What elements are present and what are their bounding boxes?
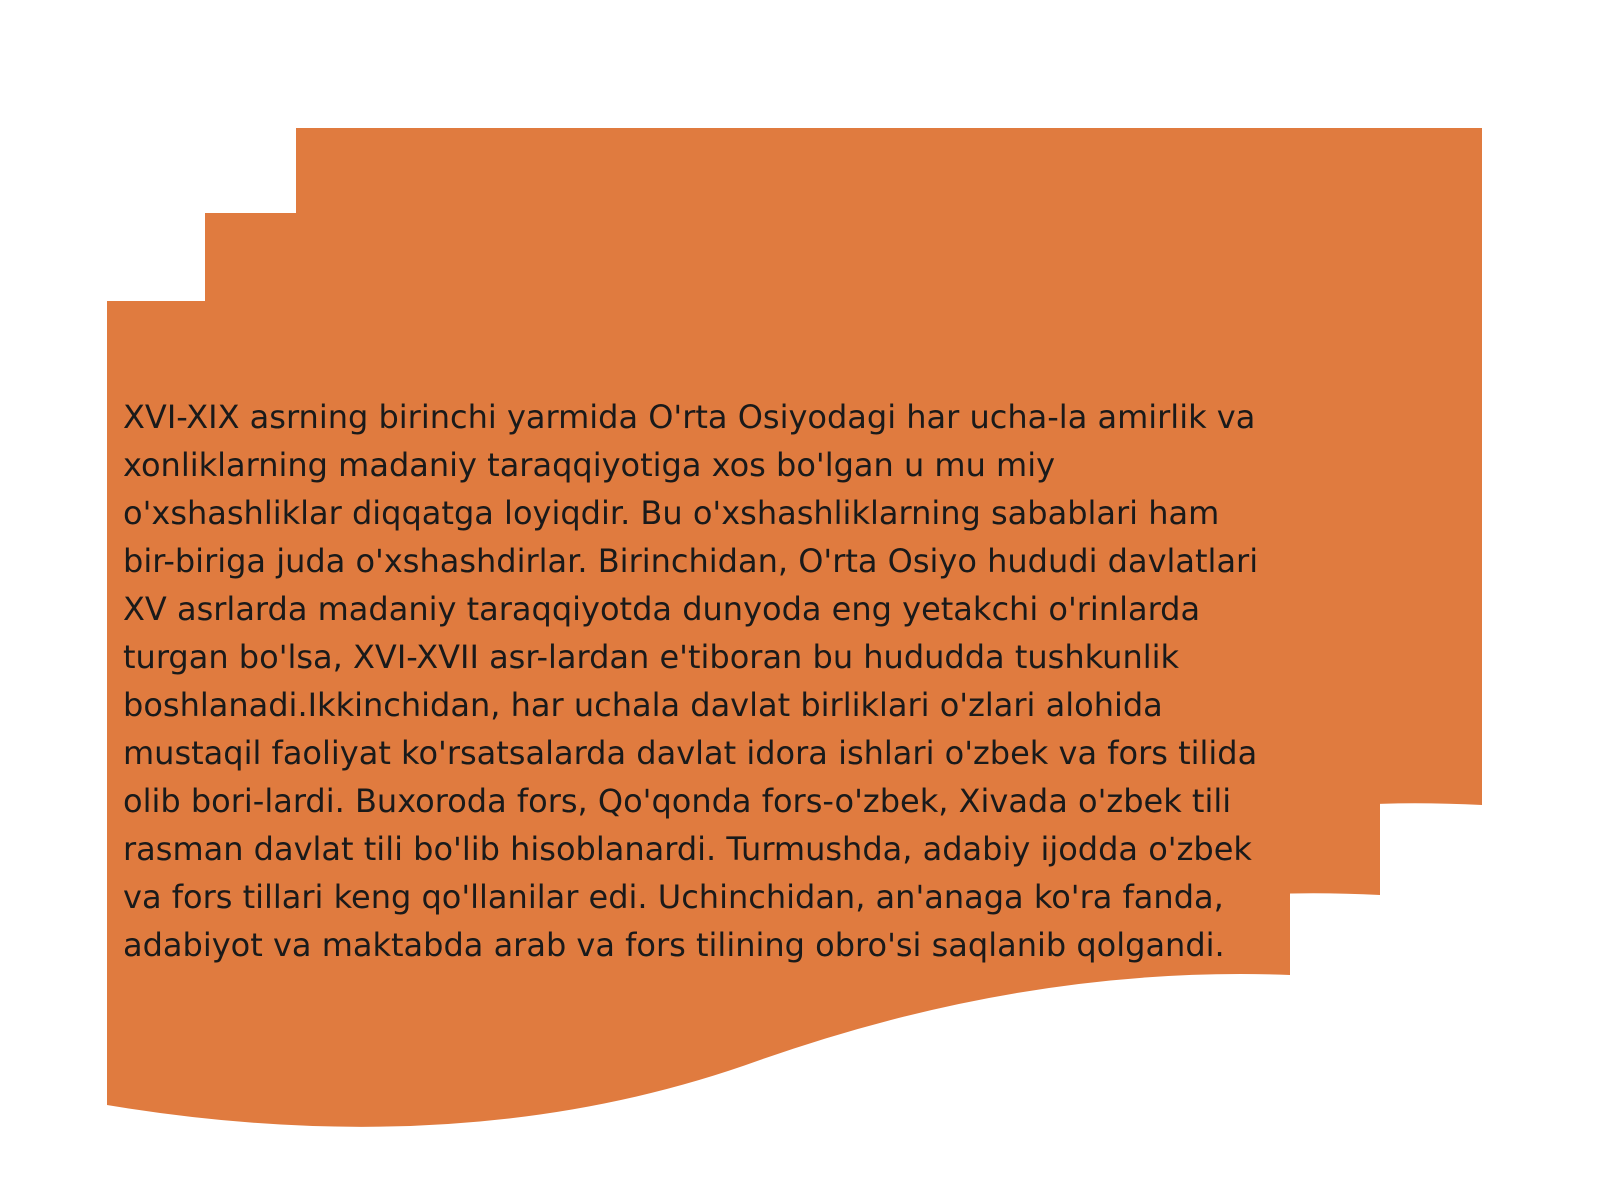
body-text: XVI-XIX asrning birinchi yarmida O'rta Osiyodagi har ucha-la amirlik va xonliklarning madaniy taraqqiyotiga xos bo'lgan u mu miy o'xshashliklar diqqatga loyiqdir. Bu o'xshashliklarning sabablari ham bir-biriga juda o'xshashdirlar. Birinchidan, O'rta Osiyo hududi davlatlari XV asrlarda madaniy taraqqiyotda dunyoda eng yetakchi o'rinlarda turgan bo'lsa, XVI-XVII asr-lardan e'tiboran bu hududda tushkunlik boshlanadi.Ikkinchidan, har uchala davlat birliklari o'zlari alohida mustaqil faoliyat ko'rsatsalarda davlat idora ishlari o'zbek va fors tilida olib bori-lardi. Buxoroda fors, Qo'qonda fors-o'zbek, Xivada o'zbek tili rasman davlat tili bo'lib hisoblanardi. Turmushda, adabiy ijodda o'zbek va fors tillari keng qo'llanilar edi. Uchinchidan, an'anaga ko'ra fanda, adabiyot va maktabda arab va fors tilining obro'si saqlanib qolgandi. bbox=[123, 398, 1259, 964]
